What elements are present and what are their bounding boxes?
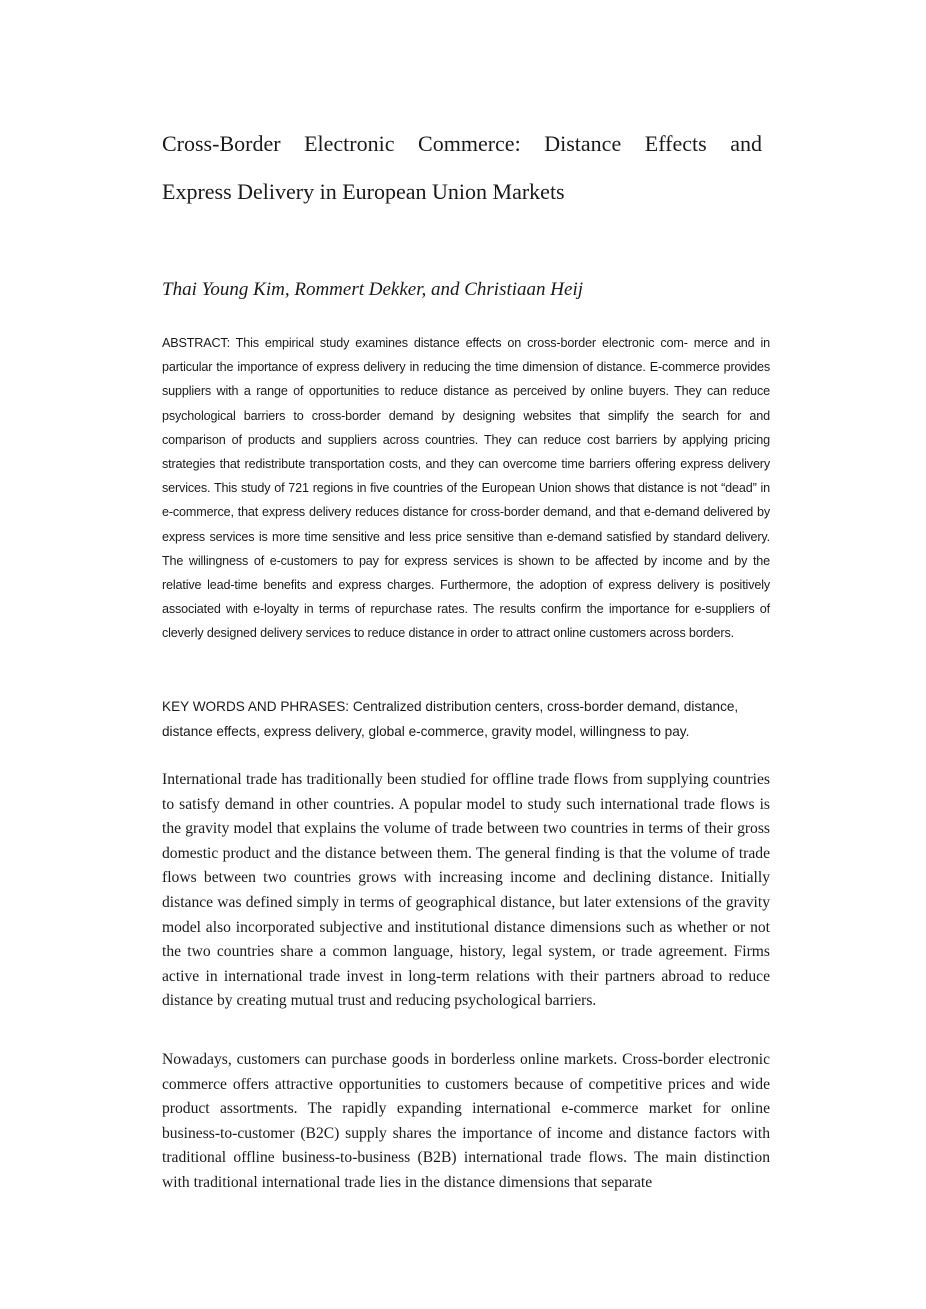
- paper-keywords: KEY WORDS AND PHRASES: Centralized distribution centers, cross-border demand, distance, distance effects, express delivery, global e-commerce, gravity model, willingness to pay.: [162, 699, 739, 739]
- paper-authors: Thai Young Kim, Rommert Dekker, and Christiaan Heij: [162, 279, 583, 300]
- paper-title-line-1: Cross-Border Electronic Commerce: Distance Effects and: [162, 131, 762, 156]
- body-paragraph: International trade has traditionally been studied for offline trade flows from supplying countries to satisfy demand in other countries. A popular model to study such international trade flows is the gravity model that explains the volume of trade between two countries in terms of their gross domestic product and the distance between them. The general finding is that the volume of trade flows between two countries grows with increasing income and declining distance. Initially distance was defined simply in terms of geographical distance, but later extensions of the gravity model also incorporated subjective and institutional distance dimensions such as whether or not the two countries share a common language, history, legal system, or trade agreement. Firms active in international trade invest in long-term relations with their partners abroad to reduce distance by creating mutual trust and reducing psychological barriers.: [162, 771, 770, 1010]
- body-paragraph: Nowadays, customers can purchase goods in borderless online markets. Cross-border electronic commerce offers attractive opportunities to customers because of competitive prices and wide product assortments. The rapidly expanding international e-commerce market for online business-to-customer (B2C) supply shares the importance of income and distance factors with traditional offline business-to-business (B2B) international trade flows. The main distinction with traditional international trade lies in the distance dimensions that separate: [162, 1051, 770, 1191]
- paper-abstract: ABSTRACT: This empirical study examines distance effects on cross-border electronic com- merce and in particular the importance of express delivery in reducing the time dimension of distance. E-commerce provides suppliers with a range of opportunities to reduce distance as perceived by online buyers. They can reduce psychological barriers to cross-border demand by designing websites that simplify the search for and comparison of products and suppliers across countries. They can reduce cost barriers by applying pricing strategies that redistribute transportation costs, and they can overcome time barriers offering express delivery services. This study of 721 regions in five countries of the European Union shows that distance is not “dead” in e-commerce, that express delivery reduces distance for cross-border demand, and that e-demand delivered by express services is more time sensitive and less price sensitive than e-demand satisfied by standard delivery. The willingness of e-customers to pay for express services is shown to be affected by income and by the relative lead-time benefits and express charges. Furthermore, the adoption of express delivery is positively associated with e-loyalty in terms of repurchase rates. The results confirm the importance for e-suppliers of cleverly designed delivery services to reduce distance in order to attract online customers across borders.: [162, 336, 770, 641]
- paper-title-line-2: Express Delivery in European Union Markets: [162, 179, 565, 204]
- paper-title: [162, 120, 762, 216]
